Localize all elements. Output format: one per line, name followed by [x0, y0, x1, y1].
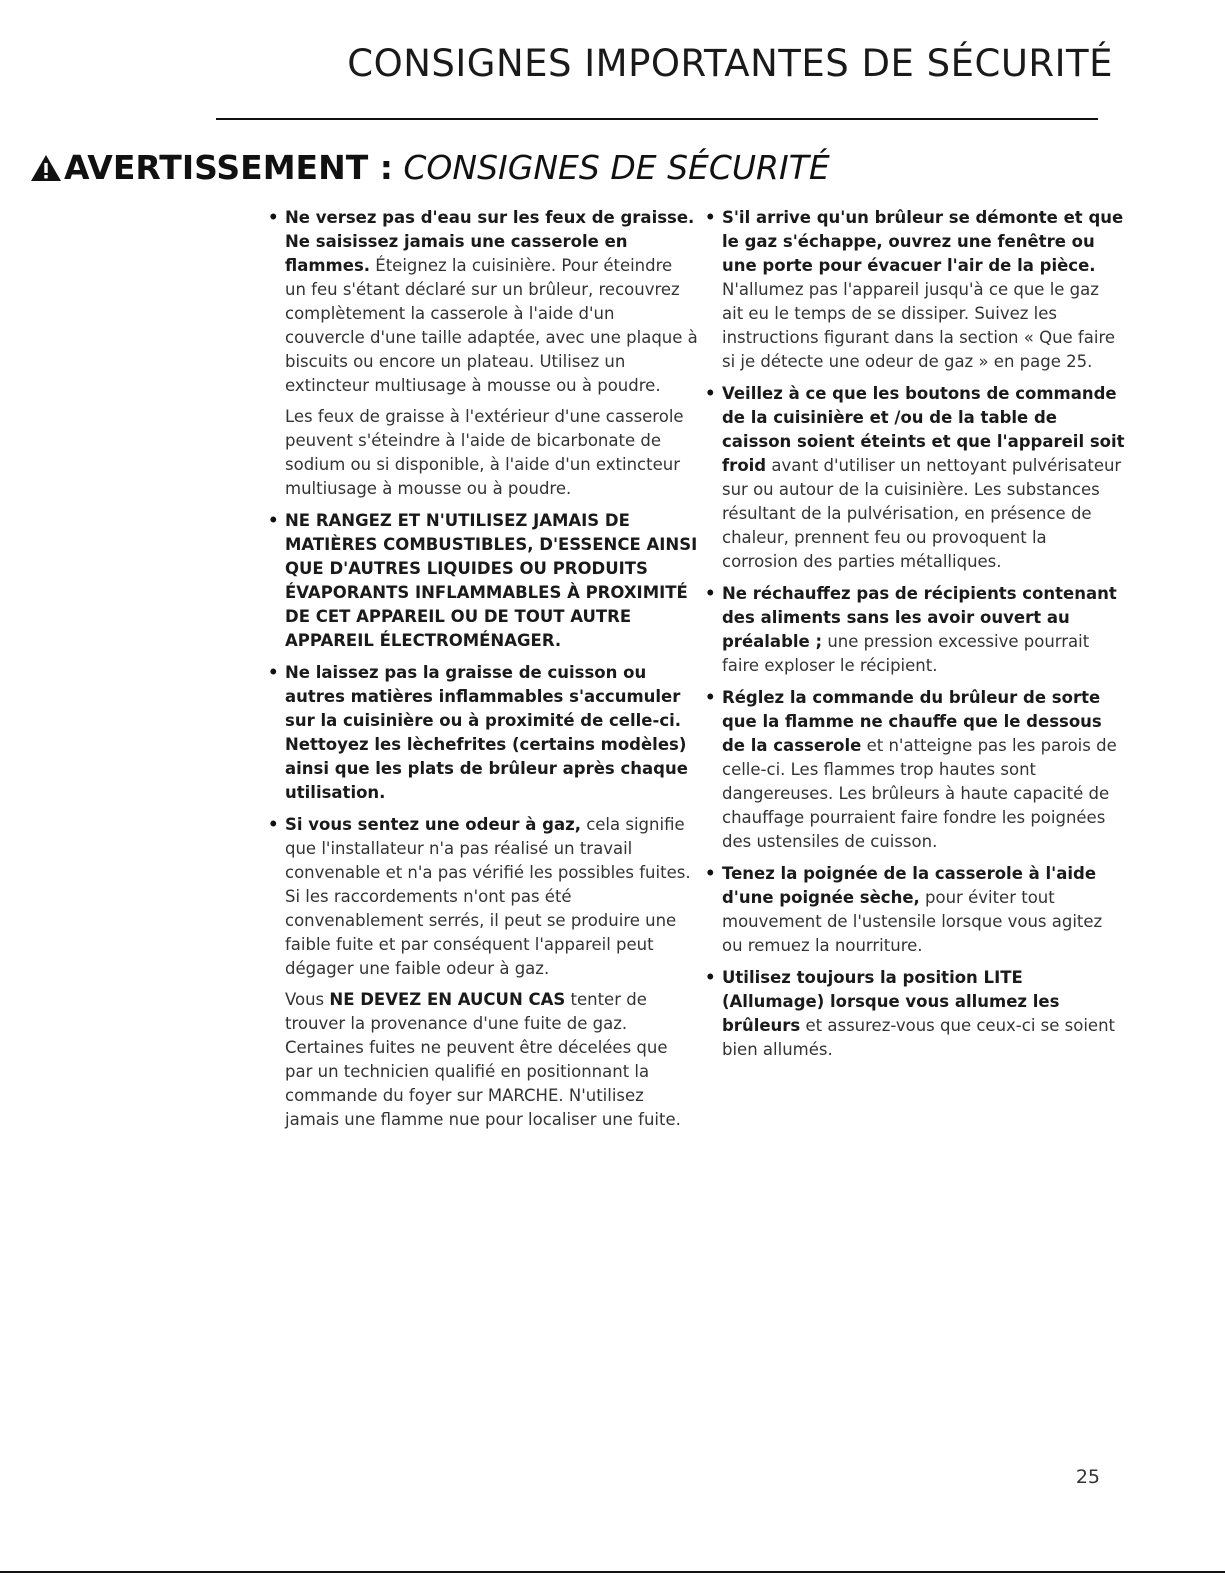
- safety-item-bold: Si vous sentez une odeur à gaz,: [285, 815, 581, 834]
- safety-item-text: avant d'utiliser un nettoyant pulvérisateur sur ou autour de la cuisinière. Les substances résultant de la pulvérisation, en présence de chaleur, prennent feu ou provoquent la corrosion des parties métalliques.: [722, 456, 1122, 571]
- bullet: •: [705, 688, 716, 707]
- warning-triangle-icon: [30, 154, 62, 182]
- bullet: •: [705, 208, 716, 227]
- right-column: [705, 206, 1125, 1070]
- bullet: •: [268, 815, 279, 834]
- bottom-divider: [0, 1571, 1225, 1573]
- safety-item: [705, 382, 1125, 574]
- safety-item-text: tenter de trouver la provenance d'une fuite de gaz. Certaines fuites ne peuvent être décelées que par un technicien qualifié en positionnant la commande du foyer sur MARCHE. N'utilisez jamais une flamme nue pour localiser une fuite.: [285, 990, 681, 1129]
- safety-item-text: pour éviter tout mouvement de l'ustensile lorsque vous agitez ou remuez la nourriture.: [722, 888, 1103, 955]
- bullet: •: [268, 663, 279, 682]
- safety-item-bold: Utilisez toujours la position LITE (Allumage) lorsque vous allumez les brûleurs: [722, 968, 1060, 1035]
- left-column: [268, 206, 698, 1140]
- safety-item-bold: NE RANGEZ ET N'UTILISEZ JAMAIS DE MATIÈRES COMBUSTIBLES, D'ESSENCE AINSI QUE D'AUTRES LIQUIDES OU PRODUITS ÉVAPORANTS INFLAMMABLES À PROXIMITÉ DE CET APPAREIL OU DE TOUT AUTRE APPAREIL ÉLECTROMÉNAGER.: [285, 511, 698, 650]
- safety-item-text: Vous: [285, 990, 330, 1009]
- safety-item-paragraph: Les feux de graisse à l'extérieur d'une casserole peuvent s'éteindre à l'aide de bicarbonate de sodium ou si disponible, à l'aide d'un extincteur multiusage à mousse ou à poudre.: [285, 407, 684, 498]
- safety-item: [705, 862, 1125, 958]
- safety-item: [705, 582, 1125, 678]
- safety-item-text: cela signifie que l'installateur n'a pas réalisé un travail convenable et n'a pas vérifié les possibles fuites. Si les raccordements n'ont pas été convenablement serrés, il peut se produire une faible fuite et par conséquent l'appareil peut dégager une faible odeur à gaz.: [285, 815, 691, 978]
- safety-item: [705, 686, 1125, 854]
- safety-item-text: et assurez-vous que ceux-ci se soient bien allumés.: [722, 1016, 1115, 1059]
- safety-item-bold: Ne réchauffez pas de récipients contenant des aliments sans les avoir ouvert au préalable ;: [722, 584, 1117, 651]
- safety-item-bold: S'il arrive qu'un brûleur se démonte et que le gaz s'échappe, ouvrez une fenêtre ou une porte pour évacuer l'air de la pièce.: [722, 208, 1124, 275]
- safety-item-text: une pression excessive pourrait faire exploser le récipient.: [722, 632, 1090, 675]
- bullet: •: [268, 511, 279, 530]
- safety-item-bold: Réglez la commande du brûleur de sorte que la flamme ne chauffe que le dessous de la casserole: [722, 688, 1102, 755]
- safety-item-text: Éteignez la cuisinière. Pour éteindre un feu s'étant déclaré sur un brûleur, recouvrez complètement la casserole à l'aide d'un couvercle d'une taille adaptée, avec une plaque à biscuits ou encore un plateau. Utilisez un extincteur multiusage à mousse ou à poudre.: [285, 256, 698, 395]
- bullet: •: [268, 208, 279, 227]
- bullet: •: [705, 864, 716, 883]
- bullet: •: [705, 384, 716, 403]
- safety-item-bold: Tenez la poignée de la casserole à l'aide d'une poignée sèche,: [722, 864, 1097, 907]
- safety-item-bold: Veillez à ce que les boutons de commande de la cuisinière et /ou de la table de caisson soient éteints et que l'appareil soit froid: [722, 384, 1125, 475]
- title-divider: [216, 118, 1098, 120]
- safety-item: [268, 509, 698, 653]
- warning-heading-lead: AVERTISSEMENT :: [64, 148, 393, 187]
- safety-item: [705, 966, 1125, 1062]
- safety-item-bold: Ne laissez pas la graisse de cuisson ou autres matières inflammables s'accumuler sur la cuisinière ou à proximité de celle-ci. Nettoyez les lèchefrites (certains modèles) ainsi que les plats de brûleur après chaque utilisation.: [285, 663, 688, 802]
- page-number: 25: [1075, 1466, 1100, 1488]
- bullet: •: [705, 968, 716, 987]
- warning-heading: [30, 148, 830, 187]
- page-title: CONSIGNES IMPORTANTES DE SÉCURITÉ: [347, 42, 1113, 85]
- safety-item-bold: NE DEVEZ EN AUCUN CAS: [329, 990, 566, 1009]
- safety-item: [705, 206, 1125, 374]
- bullet: •: [705, 584, 716, 603]
- safety-item: [268, 206, 698, 501]
- safety-item: [268, 661, 698, 805]
- safety-item: [268, 813, 698, 1132]
- safety-item-text: et n'atteigne pas les parois de celle-ci. Les flammes trop hautes sont dangereuses. Les brûleurs à haute capacité de chauffage pourraient faire fondre les poignées des ustensiles de cuisson.: [722, 736, 1117, 851]
- warning-heading-subtitle: CONSIGNES DE SÉCURITÉ: [403, 148, 830, 187]
- safety-item-text: N'allumez pas l'appareil jusqu'à ce que le gaz ait eu le temps de se dissiper. Suivez les instructions figurant dans la section « Que faire si je détecte une odeur de gaz » en page 25.: [722, 280, 1116, 371]
- safety-item-bold: Ne versez pas d'eau sur les feux de graisse. Ne saisissez jamais une casserole en flammes.: [285, 208, 695, 275]
